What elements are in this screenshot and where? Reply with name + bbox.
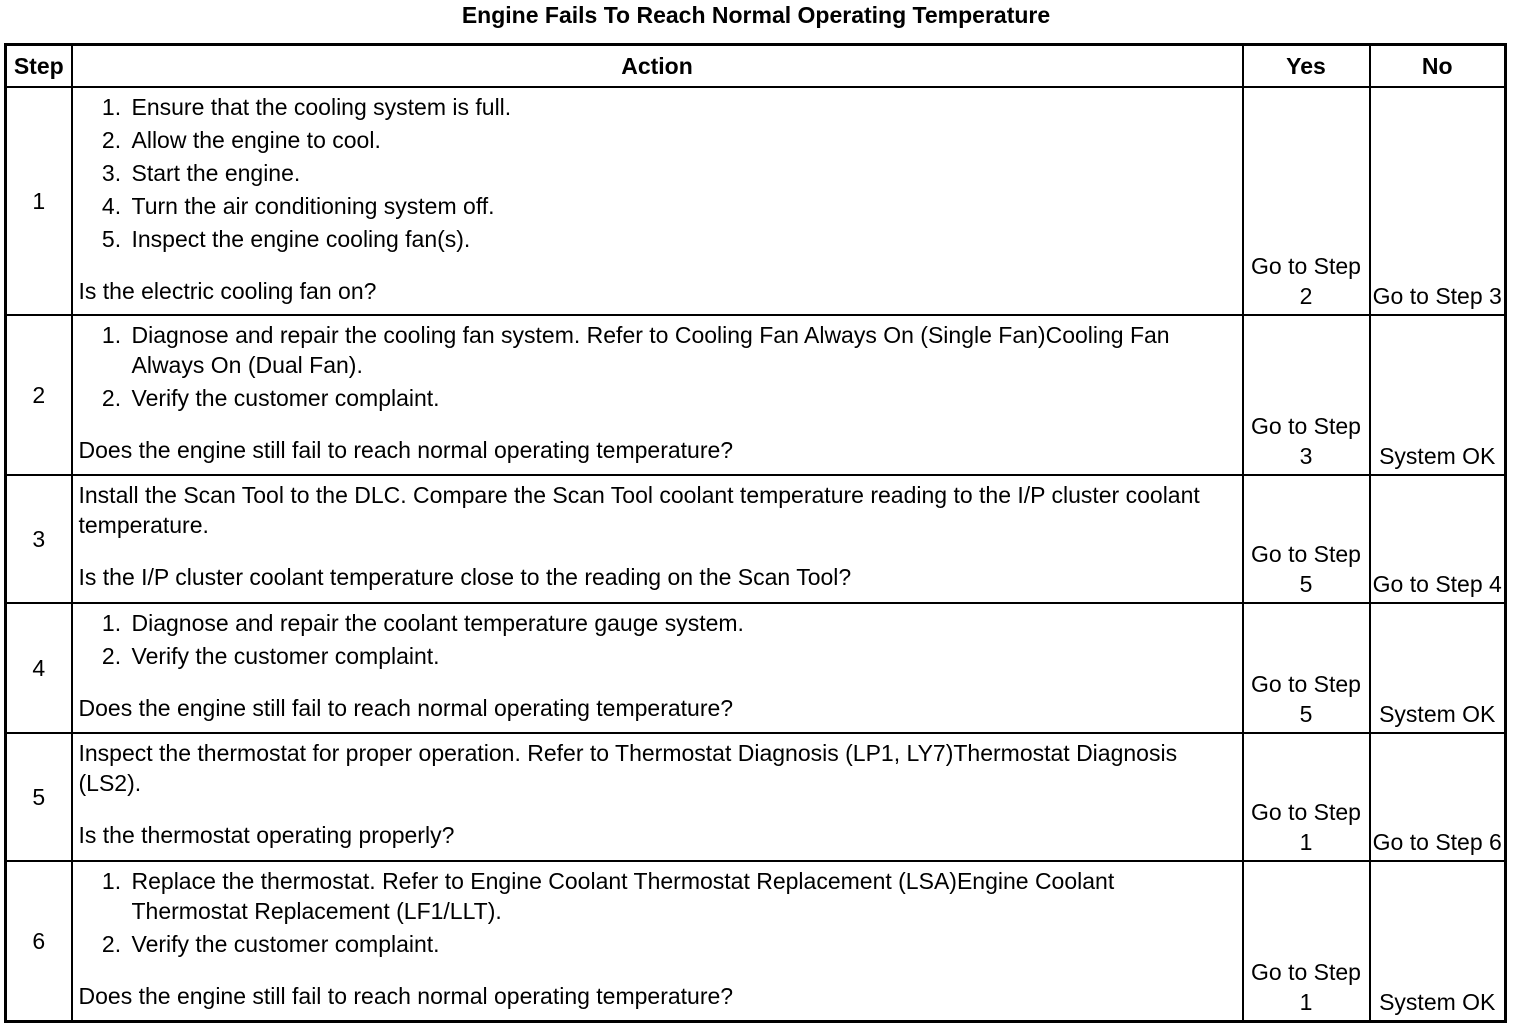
header-yes: Yes <box>1243 45 1370 88</box>
table-row <box>6 315 1506 475</box>
table-row <box>6 603 1506 733</box>
yes-result: Go to Step 1 <box>1243 861 1370 1021</box>
action-list <box>79 608 1236 671</box>
action-item: 3. Start the engine. <box>128 158 1236 188</box>
page-title: Engine Fails To Reach Normal Operating Temperature <box>461 2 1051 28</box>
diagnostic-table <box>4 43 1507 1023</box>
action-item: 1. Ensure that the cooling system is full. <box>128 92 1236 122</box>
header-step: Step <box>6 45 72 88</box>
action-list <box>79 866 1236 959</box>
no-result: System OK <box>1370 861 1506 1021</box>
yes-result: Go to Step 1 <box>1243 733 1370 861</box>
action-cell <box>72 475 1243 603</box>
yes-result: Go to Step 3 <box>1243 315 1370 475</box>
action-list <box>79 320 1236 413</box>
question-text: Is the I/P cluster coolant temperature close to the reading on the Scan Tool? <box>78 564 852 590</box>
no-result: System OK <box>1370 603 1506 733</box>
action-list <box>79 92 1236 254</box>
step-number: 5 <box>6 733 72 861</box>
step-number: 6 <box>6 861 72 1021</box>
action-item: 5. Inspect the engine cooling fan(s). <box>128 224 1236 254</box>
step-number: 4 <box>6 603 72 733</box>
action-item: 1. Diagnose and repair the cooling fan system. Refer to Cooling Fan Always On (Single Fan)Cooling Fan Always On (Dual Fan). <box>128 320 1236 380</box>
yes-result: Go to Step 2 <box>1243 87 1370 315</box>
action-item: 2. Allow the engine to cool. <box>128 125 1236 155</box>
yes-result: Go to Step 5 <box>1243 603 1370 733</box>
step-number: 2 <box>6 315 72 475</box>
action-item: 2. Verify the customer complaint. <box>128 929 1236 959</box>
action-cell <box>72 315 1243 475</box>
question-text: Does the engine still fail to reach normal operating temperature? <box>78 437 734 463</box>
step-number: 3 <box>6 475 72 603</box>
action-cell <box>72 733 1243 861</box>
no-result: Go to Step 6 <box>1370 733 1506 861</box>
action-cell <box>72 861 1243 1021</box>
action-item: 4. Turn the air conditioning system off. <box>128 191 1236 221</box>
action-text: Install the Scan Tool to the DLC. Compare the Scan Tool coolant temperature reading to the I/P cluster coolant temperature. <box>78 482 1200 538</box>
header-no: No <box>1370 45 1506 88</box>
question-text: Does the engine still fail to reach normal operating temperature? <box>78 695 734 721</box>
step-number: 1 <box>6 87 72 315</box>
action-item: 2. Verify the customer complaint. <box>128 641 1236 671</box>
no-result: Go to Step 3 <box>1370 87 1506 315</box>
action-cell <box>72 87 1243 315</box>
no-result: System OK <box>1370 315 1506 475</box>
action-text: Inspect the thermostat for proper operation. Refer to Thermostat Diagnosis (LP1, LY7)Thermostat Diagnosis (LS2). <box>78 740 1178 796</box>
action-item: 1. Diagnose and repair the coolant temperature gauge system. <box>128 608 1236 638</box>
table-row <box>6 87 1506 315</box>
question-text: Is the electric cooling fan on? <box>78 278 377 304</box>
yes-result: Go to Step 5 <box>1243 475 1370 603</box>
header-action: Action <box>72 45 1243 88</box>
question-text: Does the engine still fail to reach normal operating temperature? <box>78 983 734 1009</box>
action-item: 1. Replace the thermostat. Refer to Engine Coolant Thermostat Replacement (LSA)Engine Coolant Thermostat Replacement (LF1/LLT). <box>128 866 1236 926</box>
no-result: Go to Step 4 <box>1370 475 1506 603</box>
question-text: Is the thermostat operating properly? <box>78 822 455 848</box>
table-row <box>6 861 1506 1021</box>
table-row <box>6 475 1506 603</box>
header-row <box>6 45 1506 88</box>
action-item: 2. Verify the customer complaint. <box>128 383 1236 413</box>
action-cell <box>72 603 1243 733</box>
table-row <box>6 733 1506 861</box>
